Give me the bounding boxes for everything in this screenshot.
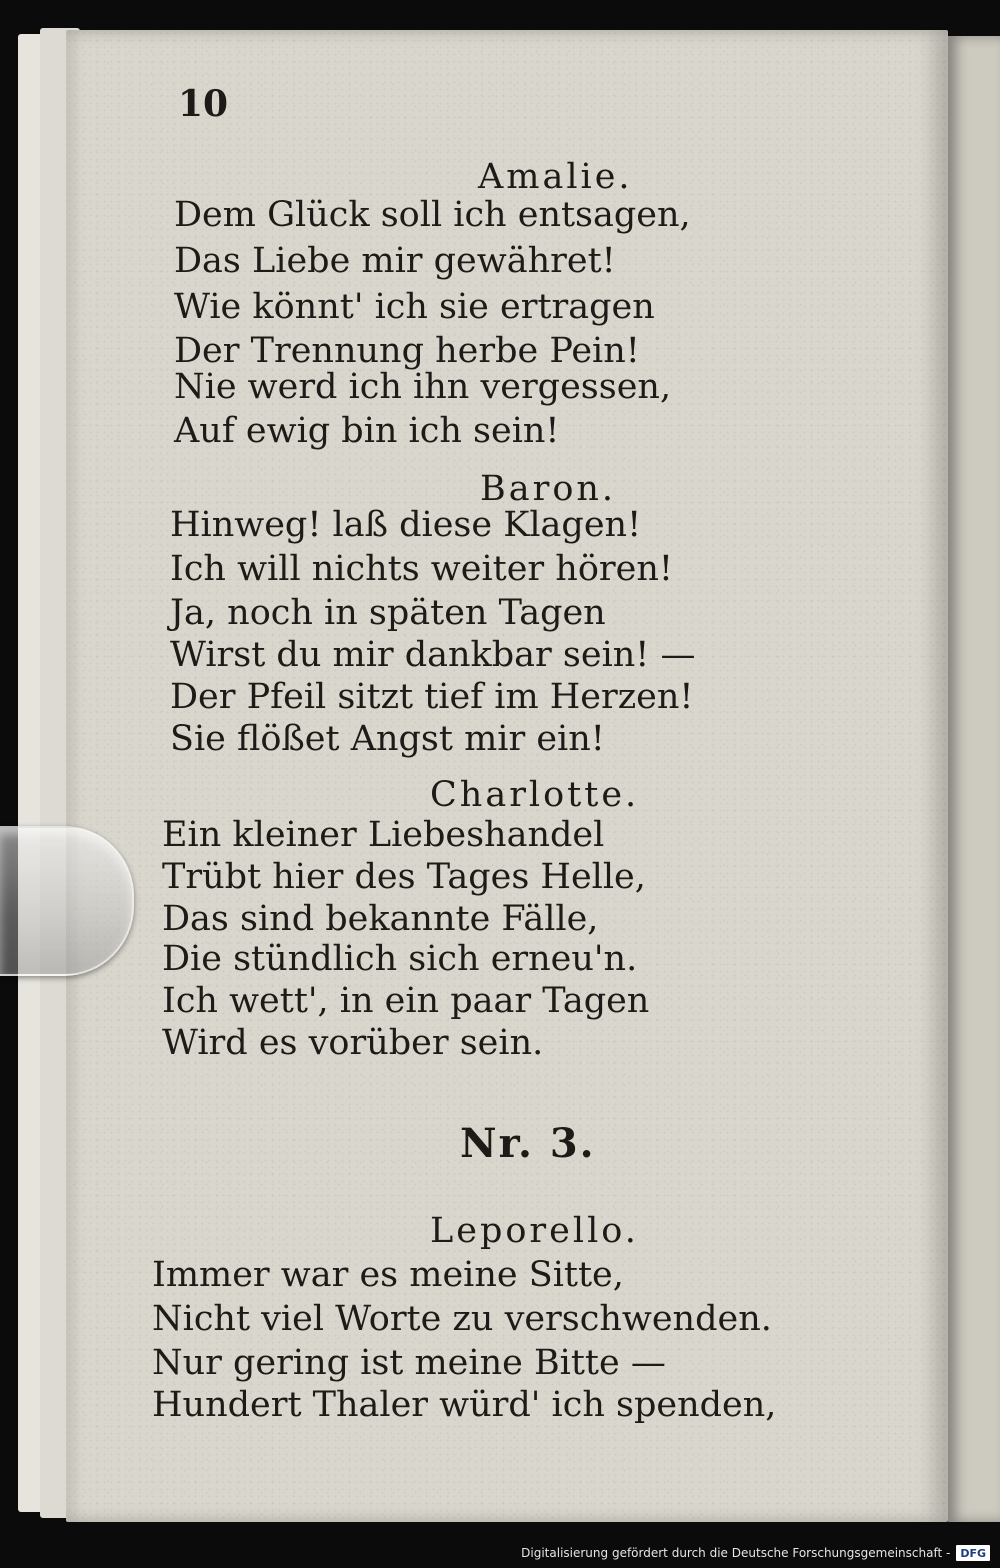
verse-line: Trübt hier des Tages Helle,	[162, 857, 646, 897]
verse-line: Ja, noch in späten Tagen	[170, 593, 606, 633]
verse-line: Auf ewig bin ich sein!	[174, 411, 560, 451]
glass-page-clip	[0, 826, 134, 976]
verse-line: Das sind bekannte Fälle,	[162, 899, 599, 939]
speaker-baron: Baron.	[480, 469, 617, 509]
verse-line: Der Trennung herbe Pein!	[174, 331, 640, 371]
verse-line: Wie könnt' ich sie ertragen	[174, 287, 655, 327]
number-heading: Nr. 3.	[460, 1120, 596, 1167]
verse-line: Wird es vorüber sein.	[162, 1023, 544, 1063]
speaker-leporello: Leporello.	[430, 1211, 639, 1251]
page-number: 10	[178, 83, 229, 125]
verse-line: Nie werd ich ihn vergessen,	[174, 367, 672, 407]
verse-line: Ich will nichts weiter hören!	[170, 549, 673, 589]
facing-page-edge	[948, 36, 1000, 1522]
digitization-credit	[521, 1542, 990, 1564]
verse-line: Hinweg! laß diese Klagen!	[170, 505, 642, 545]
verse-line: Dem Glück soll ich entsagen,	[174, 195, 691, 235]
verse-line: Nur gering ist meine Bitte —	[152, 1343, 666, 1383]
verse-line: Der Pfeil sitzt tief im Herzen!	[170, 677, 694, 717]
speaker-amalie: Amalie.	[478, 157, 633, 197]
speaker-charlotte: Charlotte.	[430, 775, 640, 815]
verse-line: Die stündlich sich erneu'n.	[162, 939, 638, 979]
verse-line: Hundert Thaler würd' ich spenden,	[152, 1385, 777, 1425]
dfg-logo: DFG	[956, 1545, 990, 1561]
credit-text: Digitalisierung gefördert durch die Deutsche Forschungsgemeinschaft -	[521, 1546, 951, 1560]
verse-line: Sie flößet Angst mir ein!	[170, 719, 605, 759]
verse-line: Ich wett', in ein paar Tagen	[162, 981, 650, 1021]
verse-line: Das Liebe mir gewähret!	[174, 241, 616, 281]
verse-line: Nicht viel Worte zu verschwenden.	[152, 1299, 772, 1339]
verse-line: Ein kleiner Liebeshandel	[162, 815, 605, 855]
verse-line: Wirst du mir dankbar sein! —	[170, 635, 696, 675]
verse-line: Immer war es meine Sitte,	[152, 1255, 624, 1295]
